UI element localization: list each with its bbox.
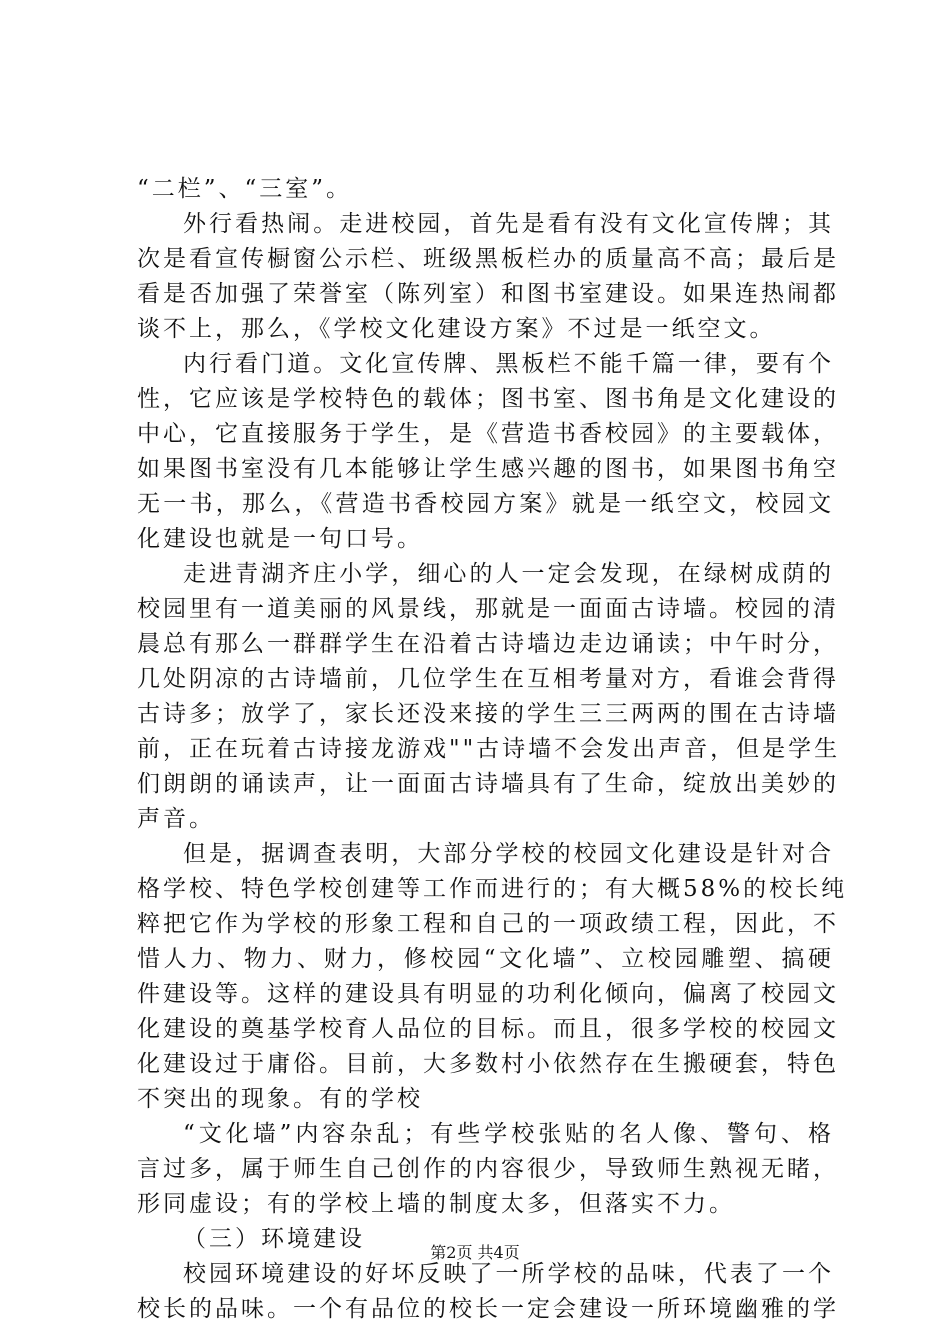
text-line: 粹把它作为学校的形象工程和自己的一项政绩工程，因此，不 [137,911,839,937]
text-line: 言过多，属于师生自己创作的内容很少，导致师生熟视无睹， [137,1156,839,1182]
text-line: 外行看热闹。走进校园，首先是看有没有文化宣传牌；其 [183,211,834,237]
text-line: 化建设过于庸俗。目前，大多数村小依然存在生搬硬套，特色 [137,1051,839,1077]
text-line: 们朗朗的诵读声，让一面面古诗墙具有了生命，绽放出美妙的 [137,771,839,797]
text-line: 晨总有那么一群群学生在沿着古诗墙边走边诵读；中午时分， [137,631,839,657]
text-line: 如果图书室没有几本能够让学生感兴趣的图书，如果图书角空 [137,456,839,482]
text-line: 形同虚设；有的学校上墙的制度太多，但落实不力。 [137,1191,735,1217]
text-line: 件建设等。这样的建设具有明显的功利化倾向，偏离了校园文 [137,981,839,1007]
text-line: 次是看宣传橱窗公示栏、班级黑板栏办的质量高不高；最后是 [137,246,839,272]
text-line: 前，正在玩着古诗接龙游戏""古诗墙不会发出声音，但是学生 [137,736,841,762]
text-line: 中心，它直接服务于学生，是《营造书香校园》的主要载体， [137,421,839,447]
text-line: 不突出的现象。有的学校 [137,1086,423,1112]
text-line: 校长的品味。一个有品位的校长一定会建设一所环境幽雅的学 [137,1296,839,1322]
text-line: 化建设的奠基学校育人品位的目标。而且，很多学校的校园文 [137,1016,839,1042]
text-line: 几处阴凉的古诗墙前，几位学生在互相考量对方，看谁会背得 [137,666,839,692]
text-line: 声音。 [137,806,215,832]
text-line: 看是否加强了荣誉室（陈列室）和图书室建设。如果连热闹都 [137,281,839,307]
section-heading: （三）环境建设 [183,1226,365,1252]
text-line: 但是，据调查表明，大部分学校的校园文化建设是针对合 [183,841,834,867]
text-line: 校园环境建设的好坏反映了一所学校的品味，代表了一个 [183,1261,834,1287]
text-line: 化建设也就是一句口号。 [137,526,423,552]
page-number-footer: 第2页 共4页 [430,1243,520,1262]
text-line: 内行看门道。文化宣传牌、黑板栏不能千篇一律，要有个 [183,351,834,377]
text-line: 校园里有一道美丽的风景线，那就是一面面古诗墙。校园的清 [137,596,839,622]
text-line: 无一书，那么，《营造书香校园方案》就是一纸空文，校园文 [137,491,834,517]
text-line: 格学校、特色学校创建等工作而进行的；有大概58%的校长纯 [137,876,848,902]
text-line: “文化墙”内容杂乱；有些学校张贴的名人像、警句、格 [183,1121,834,1147]
text-line: 古诗多；放学了，家长还没来接的学生三三两两的围在古诗墙 [137,701,839,727]
text-line: “二栏”、“三室”。 [137,176,353,202]
text-line: 走进青湖齐庄小学，细心的人一定会发现，在绿树成荫的 [183,561,834,587]
text-line: 性，它应该是学校特色的载体；图书室、图书角是文化建设的 [137,386,839,412]
text-line: 惜人力、物力、财力，修校园“文化墙”、立校园雕塑、搞硬 [137,946,834,972]
document-body [137,172,848,1327]
text-line: 谈不上，那么，《学校文化建设方案》不过是一纸空文。 [137,316,776,342]
